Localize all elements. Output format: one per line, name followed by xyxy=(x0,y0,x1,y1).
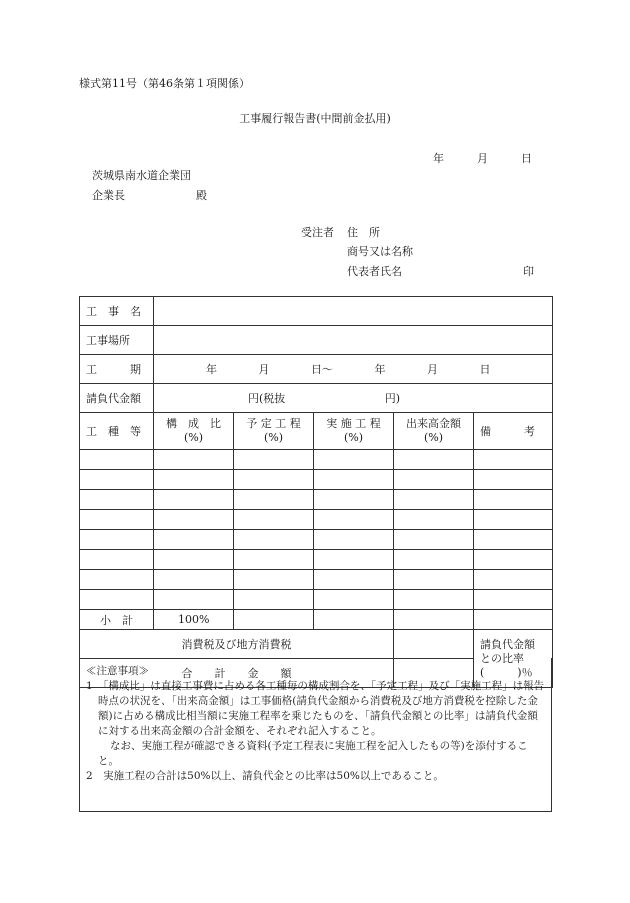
addressee-name: 企業長 xyxy=(92,189,125,202)
label-period: 工 期 xyxy=(80,355,154,384)
period-year-end: 年 xyxy=(374,363,386,376)
header-planned: 予 定 工 程 (%) xyxy=(234,413,314,450)
table-row xyxy=(80,470,553,490)
table-row xyxy=(80,510,553,530)
form-number: 様式第11号（第46条第１項関係） xyxy=(79,77,250,90)
period-day-end: 日 xyxy=(479,363,491,376)
period-field[interactable] xyxy=(154,355,553,384)
label-location: 工事場所 xyxy=(80,326,154,355)
project-name-field[interactable] xyxy=(154,297,553,326)
total-label: 合 計 金 額 xyxy=(80,659,394,688)
tax-label: 消費税及び地方消費税 xyxy=(80,630,394,659)
honorific: 殿 xyxy=(196,189,207,202)
label-amount: 請負代金額 xyxy=(80,384,154,413)
seal-mark: 印 xyxy=(523,265,534,278)
date-month: 月 xyxy=(477,152,488,165)
subtotal-label: 小 計 xyxy=(80,610,154,630)
contractor-label: 受注者 xyxy=(301,226,334,239)
contractor-representative: 代表者氏名 xyxy=(347,265,402,278)
table-row xyxy=(80,550,553,570)
subtotal-ratio: 100% xyxy=(154,610,234,630)
note-1b: なお、実施工程が確認できる資料(予定工程表に実施工程を記入したもの等)を添付すること。 xyxy=(98,740,528,767)
header-type: 工 種 等 xyxy=(80,413,154,450)
table-row xyxy=(80,590,553,610)
period-month-end: 月 xyxy=(427,363,438,376)
header-actual: 実 施 工 程 (%) xyxy=(314,413,394,450)
header-remarks: 備 考 xyxy=(474,413,553,450)
table-row xyxy=(80,490,553,510)
header-done-amount: 出来高金額 (%) xyxy=(394,413,474,450)
contractor-address: 住 所 xyxy=(347,226,380,239)
location-field[interactable] xyxy=(154,326,553,355)
note-1: 1 「構成比」は直接工事費に占める各工種毎の構成割合を、「予定工程」及び「実施工程」は報告時点の状況を、「出来高金額」は工事価格(請負代金額から消費税及び地方消費税を控除した金額)に占める構成比相当額に実施工程率を乗じたものを、「請負代金額との比率」は請負代金額に対する出来高金額の合計金額を、それぞれ記入すること。 xyxy=(86,680,545,737)
table-row xyxy=(80,450,553,470)
contractor-trade-name: 商号又は名称 xyxy=(347,245,413,258)
addressee-org: 茨城県南水道企業団 xyxy=(92,169,191,182)
date-line xyxy=(433,150,532,166)
date-year: 年 xyxy=(433,152,444,165)
table-row xyxy=(80,530,553,550)
report-table xyxy=(79,296,553,688)
notes-section xyxy=(79,658,552,812)
period-day-start: 日～ xyxy=(311,363,333,376)
document-title: 工事履行報告書(中間前金払用) xyxy=(239,112,391,125)
header-ratio: 構 成 比 (%) xyxy=(154,413,234,450)
amount-text: 円(税抜 xyxy=(248,392,286,405)
ratio-box: 請負代金額 との比率 ( )％ xyxy=(474,630,553,688)
period-month-start: 月 xyxy=(258,363,270,376)
date-day: 日 xyxy=(521,152,532,165)
amount-end: 円) xyxy=(384,392,401,405)
note-2: 2 実施工程の合計は50%以上、請負代金との比率は50%以上であること。 xyxy=(86,770,444,782)
table-row xyxy=(80,570,553,590)
period-year-start: 年 xyxy=(206,363,217,376)
notes-title: ≪注意事項≫ xyxy=(86,665,149,677)
label-project-name: 工 事 名 xyxy=(80,297,154,326)
amount-field[interactable] xyxy=(154,384,553,413)
tax-amount-field[interactable] xyxy=(394,630,474,659)
